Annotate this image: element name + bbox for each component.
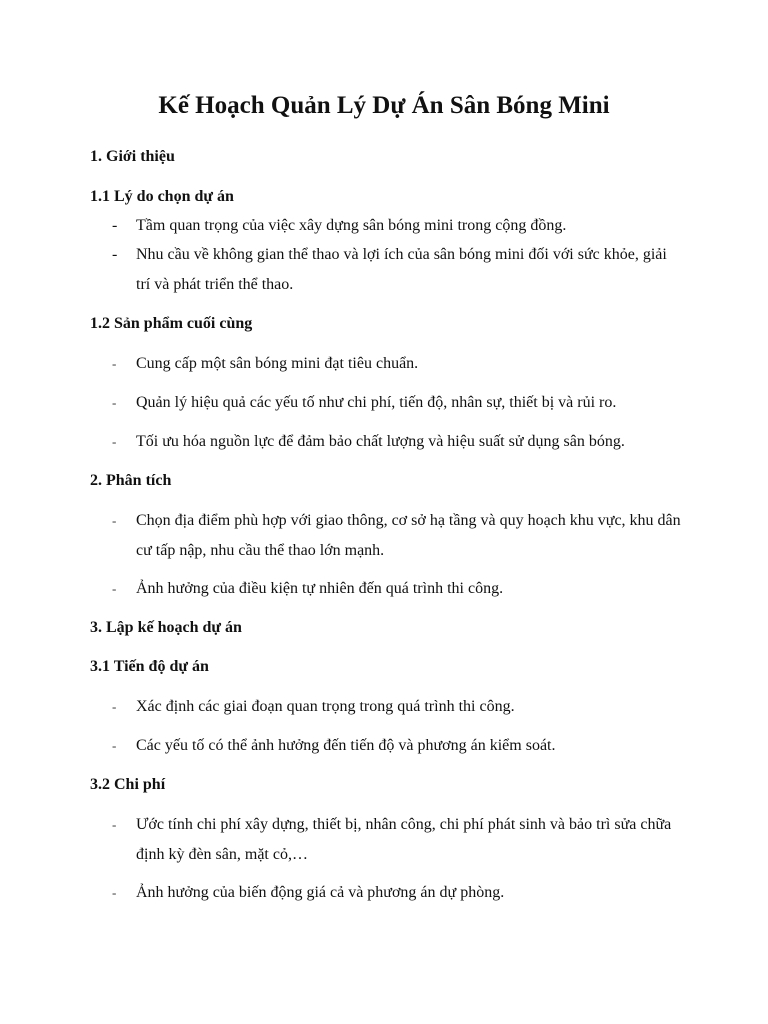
list-item — [90, 810, 690, 869]
list-item — [90, 692, 690, 722]
bullet-dash: - — [112, 395, 117, 410]
list-item — [90, 878, 690, 908]
bullet-dash: - — [112, 738, 117, 753]
list-item — [90, 211, 690, 241]
section-heading-3-1: 3.1 Tiến độ dự án — [90, 658, 209, 675]
list-item-text: Nhu cầu về không gian thể thao và lợi ích của sân bóng mini đối với sức khỏe, giải trí và phát triển thể thao. — [136, 246, 667, 293]
section-heading-2: 2. Phân tích — [90, 472, 172, 489]
section-heading-3: 3. Lập kế hoạch dự án — [90, 619, 242, 636]
bullet-dash: - — [112, 356, 117, 371]
bullet-dash: - — [112, 513, 117, 528]
list-item — [90, 574, 690, 604]
bullet-dash: - — [112, 246, 118, 263]
bullet-dash: - — [112, 699, 117, 714]
bullet-dash: - — [112, 434, 117, 449]
list-item-text: Quản lý hiệu quả các yếu tố như chi phí, tiến độ, nhân sự, thiết bị và rủi ro. — [136, 394, 617, 411]
list-item-text: Các yếu tố có thể ảnh hưởng đến tiến độ và phương án kiểm soát. — [136, 737, 556, 754]
list-item-text: Chọn địa điểm phù hợp với giao thông, cơ sở hạ tầng và quy hoạch khu vực, khu dân cư tấp nập, nhu cầu thể thao lớn mạnh. — [136, 512, 681, 559]
list-item-text: Xác định các giai đoạn quan trọng trong quá trình thi công. — [136, 698, 515, 715]
list-item-text: Cung cấp một sân bóng mini đạt tiêu chuẩn. — [136, 355, 419, 372]
list-item — [90, 349, 690, 379]
section-heading-1: 1. Giới thiệu — [90, 148, 175, 165]
list-item — [90, 506, 690, 565]
bullet-dash: - — [112, 817, 117, 832]
section-heading-1-2: 1.2 Sản phẩm cuối cùng — [90, 315, 253, 332]
list-item-text: Ước tính chi phí xây dựng, thiết bị, nhân công, chi phí phát sinh và bảo trì sửa chữa định kỳ đèn sân, mặt cỏ,… — [136, 816, 672, 863]
list-item-text: Tầm quan trọng của việc xây dựng sân bóng mini trong cộng đồng. — [136, 217, 567, 234]
section-heading-3-2: 3.2 Chi phí — [90, 776, 166, 793]
list-item-text: Tối ưu hóa nguồn lực để đảm bảo chất lượng và hiệu suất sử dụng sân bóng. — [136, 433, 625, 450]
bullet-dash: - — [112, 581, 117, 596]
list-item-text: Ảnh hưởng của biến động giá cả và phương án dự phòng. — [136, 884, 505, 901]
list-item — [90, 388, 690, 418]
list-item-text: Ảnh hưởng của điều kiện tự nhiên đến quá trình thi công. — [136, 580, 504, 597]
list-item — [90, 427, 690, 457]
list-item — [90, 731, 690, 761]
document-title: Kế Hoạch Quản Lý Dự Án Sân Bóng Mini — [158, 92, 610, 119]
list-item — [90, 240, 690, 299]
bullet-dash: - — [112, 885, 117, 900]
bullet-dash: - — [112, 217, 118, 234]
section-heading-1-1: 1.1 Lý do chọn dự án — [90, 188, 234, 205]
